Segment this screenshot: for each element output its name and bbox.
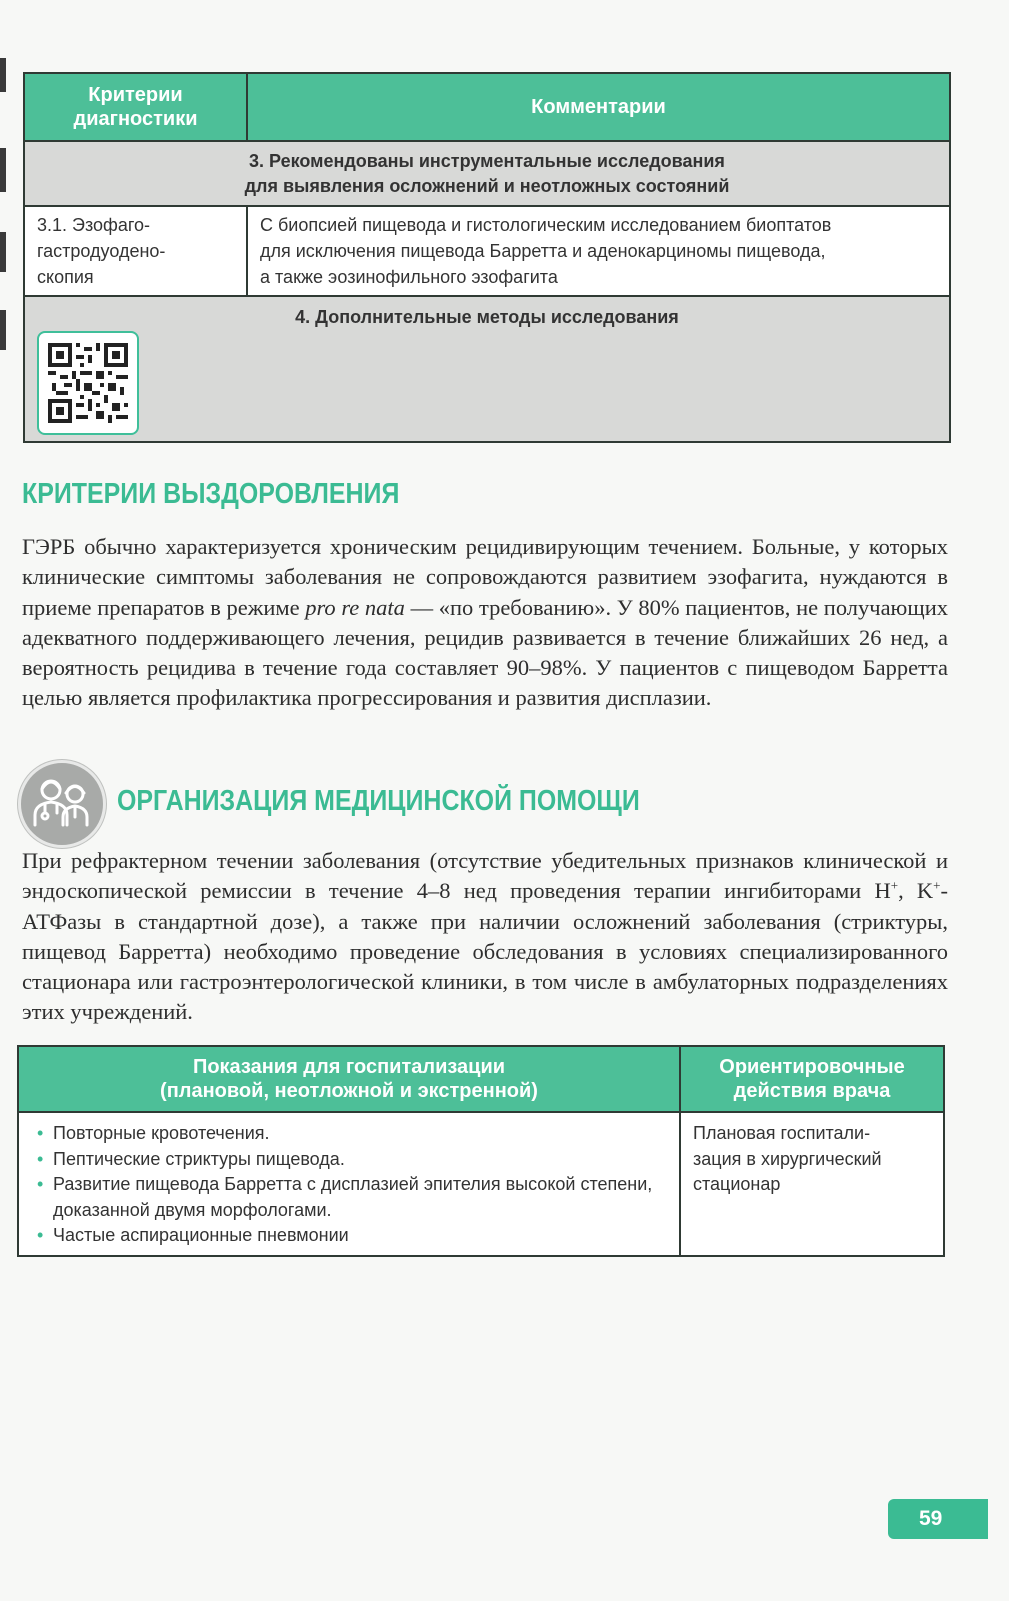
table-header-criteria: Критерии диагностики (24, 73, 247, 141)
list-item: • Пептические стриктуры пищевода. (31, 1147, 667, 1173)
organization-text-b: , K (898, 878, 934, 904)
organization-text-a: При рефрактерном течении заболевания (отсутствие убедительных признаков клинической и эндоскопической ремиссии в течение 4–8 нед проведения терапии ингибиторами H (22, 848, 948, 904)
qr-code-icon (48, 342, 128, 424)
page-edge-mark (0, 148, 6, 192)
page-edge-mark (0, 310, 6, 350)
page-edge-mark (0, 58, 6, 92)
table-header-actions: Ориентировочные действия врача (680, 1046, 944, 1112)
table-header-comments: Комментарии (247, 73, 950, 141)
organization-heading: ОРГАНИЗАЦИЯ МЕДИЦИНСКОЙ ПОМОЩИ (117, 785, 640, 817)
diagnostic-criteria-table (23, 72, 951, 443)
page-number: 59 (888, 1499, 988, 1539)
section-4-label: 4. Дополнительные методы исследования (295, 307, 679, 327)
superscript-plus: + (933, 877, 941, 893)
list-item: • Повторные кровотечения. (31, 1121, 667, 1147)
list-item: • Развитие пищевода Барретта с дисплазией эпителия высокой степени, доказанной двумя морфологами. (31, 1172, 667, 1223)
recovery-text-italic: pro re nata (305, 594, 405, 620)
recovery-paragraph (22, 532, 948, 714)
qr-code[interactable] (37, 331, 139, 435)
table-header-indications: Показания для госпитализации (плановой, неотложной и экстренной) (18, 1046, 680, 1112)
doctors-icon (21, 763, 103, 845)
hospitalization-table (17, 1045, 945, 1257)
row-3-1-comment: С биопсией пищевода и гистологическим исследованием биоптатов для исключения пищевода Барретта и аденокарциномы пищевода, а также эозинофильного эзофагита (247, 206, 950, 296)
organization-text-c: -АТФазы в стандартной дозе), а также при наличии осложнений заболевания (стриктуры, пищевод Барретта) необходимо проведение обследования в условиях специализированного стационара или гастроэнтерологической клиники, в том числе в амбулаторных подразделениях этих учреждений. (22, 878, 949, 1025)
organization-paragraph (22, 846, 948, 1028)
list-item: • Частые аспирационные пневмонии (31, 1223, 667, 1249)
section-4-heading (24, 296, 950, 442)
row-3-1-criterion: 3.1. Эзофаго- гастродуодено- скопия (24, 206, 247, 296)
section-3-heading: 3. Рекомендованы инструментальные исследования для выявления осложнений и неотложных состояний (24, 141, 950, 206)
indications-cell (18, 1112, 680, 1256)
doctor-action-cell: Плановая госпитали- зация в хирургический стационар (680, 1112, 944, 1256)
medical-staff-icon (18, 760, 106, 848)
recovery-heading: КРИТЕРИИ ВЫЗДОРОВЛЕНИЯ (22, 478, 400, 510)
superscript-plus: + (890, 877, 899, 893)
recovery-text-1: ГЭРБ обычно характеризуется хроническим рецидивирующим течением. Больные, у которых клинические симптомы заболевания не сопровождаются развитием эзофагита, нуждаются в приеме препаратов в режиме (22, 534, 948, 620)
recovery-text-2: — «по требованию». У 80% пациентов, не получающих адекватного поддерживающего лечения, рецидив развивается в течение ближайших 26 нед, а вероятность рецидива в течение года составляет 90–98%. У пациентов с пищеводом Барретта целью является профилактика прогрессирования и развития дисплазии. (22, 594, 948, 711)
indications-list (31, 1121, 667, 1249)
page-edge-mark (0, 232, 6, 272)
